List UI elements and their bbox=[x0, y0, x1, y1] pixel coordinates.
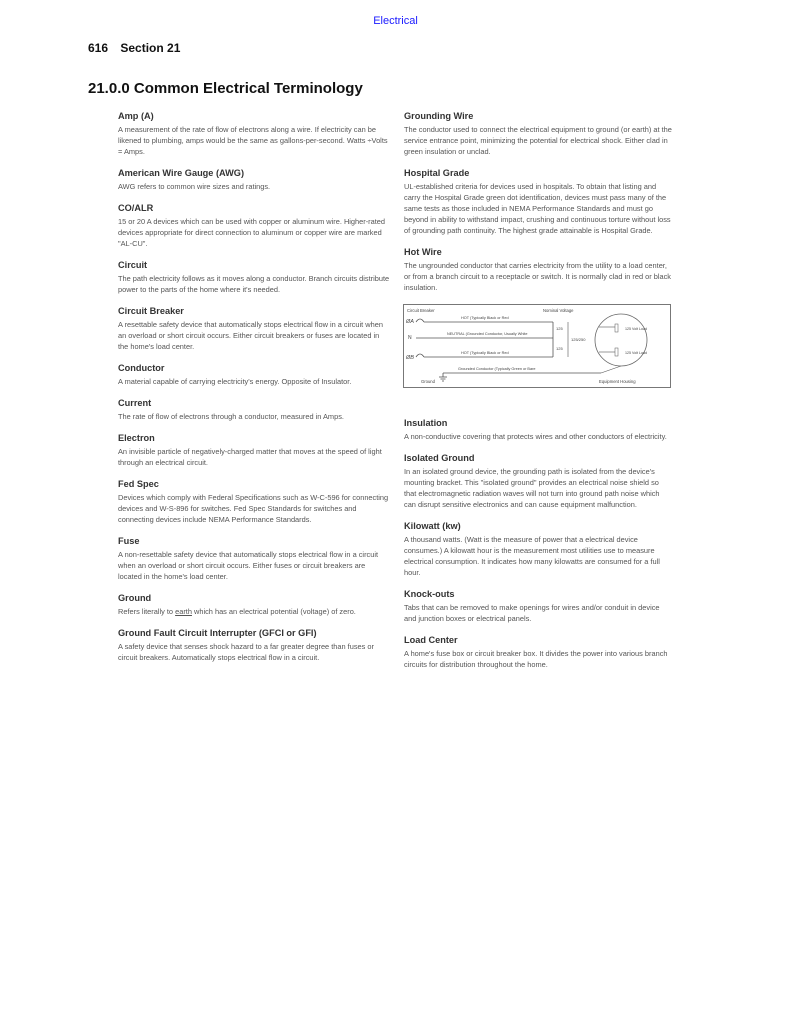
electrical-link[interactable]: Electrical bbox=[373, 15, 418, 27]
term-heading: Conductor bbox=[118, 363, 165, 373]
term-heading: Hospital Grade bbox=[404, 168, 470, 178]
term-heading: Electron bbox=[118, 433, 155, 443]
hot-wire-label-top: HOT (Typically Black or Red bbox=[461, 316, 509, 320]
section-label: Section 21 bbox=[120, 41, 181, 55]
term-entry bbox=[118, 306, 390, 352]
equipment-housing-label: Equipment Housing bbox=[599, 379, 636, 384]
term-definition: A measurement of the rate of flow of electrons along a wire. If electricity can be likened to plumbing, amps would be the same as gallons-per-second. Watts ÷Volts = Amps. bbox=[118, 125, 388, 156]
term-heading: Fuse bbox=[118, 536, 140, 546]
term-definition: The path electricity follows as it moves along a conductor. Branch circuits distribute power to the parts of the home where it's needed. bbox=[118, 274, 390, 294]
phase-a-label: ØA bbox=[406, 319, 414, 325]
wiring-diagram bbox=[403, 304, 671, 388]
term-heading: Hot Wire bbox=[404, 247, 442, 257]
term-definition: 15 or 20 A devices which can be used with copper or aluminum wire. Higher-rated devices appropriate for direct connection to aluminum or copper wire are marked "AL-CU". bbox=[118, 217, 386, 248]
left-column bbox=[118, 111, 390, 674]
term-entry bbox=[118, 363, 390, 387]
voltage-125-top: 125 bbox=[556, 326, 563, 331]
term-entry bbox=[118, 203, 390, 249]
term-entry bbox=[404, 418, 672, 442]
term-entry bbox=[404, 521, 672, 578]
load-label-bottom: 125 Volt Load bbox=[625, 351, 647, 355]
term-entry bbox=[404, 168, 672, 236]
voltage-125-bottom: 125 bbox=[556, 346, 563, 351]
ground-label: Ground bbox=[421, 379, 435, 384]
term-entry bbox=[404, 635, 672, 670]
term-definition: An invisible particle of negatively-charged matter that moves at the speed of light through an electrical circuit. bbox=[118, 447, 382, 467]
hot-wire-label-bottom: HOT (Typically Black or Red bbox=[461, 351, 509, 355]
term-heading: Grounding Wire bbox=[404, 111, 474, 121]
term-heading: CO/ALR bbox=[118, 203, 154, 213]
term-definition: A non-conductive covering that protects wires and other conductors of electricity. bbox=[404, 432, 667, 441]
page-number: 616 bbox=[88, 41, 109, 55]
term-entry bbox=[118, 536, 390, 582]
term-heading: Fed Spec bbox=[118, 479, 159, 489]
term-entry bbox=[118, 111, 390, 157]
definition-text: Refers literally to bbox=[118, 607, 176, 616]
term-heading: Ground bbox=[118, 593, 152, 603]
term-entry bbox=[404, 453, 672, 510]
term-entry bbox=[404, 111, 672, 157]
term-definition: Devices which comply with Federal Specifications such as W-C-596 for connecting devices and W-S-896 for switches. Fed Spec Standards for switches and connecting devices include NEMA Performance Standards. bbox=[118, 493, 389, 524]
term-definition: UL-established criteria for devices used in hospitals. To obtain that listing and carry the Hospital Grade green dot identification, devices must pass many of the same tests as those included in NEMA Performance Standards and must go beyond in ability to withstand impact, crushing and continuous torture without loss of grounding path continuity. The highest grade attainable is Hospital Grade. bbox=[404, 182, 671, 235]
term-heading: Circuit bbox=[118, 260, 148, 270]
neutral-n-label: N bbox=[408, 335, 412, 341]
earth-link[interactable]: earth bbox=[175, 607, 192, 616]
term-entry bbox=[118, 628, 390, 663]
ground-wire-label: Grounded Conductor (Typically Green or Bare bbox=[458, 367, 536, 371]
term-definition: A thousand watts. (Watt is the measure of power that a electrical device consumes.) A kilowatt hour is the measurement most utilities use to measure electrical consumption. It indicates how many kilowatts are consumed for a full hour. bbox=[404, 535, 660, 577]
neutral-wire-label: NEUTRAL (Grounded Conductor, Usually White bbox=[447, 332, 528, 336]
term-heading: American Wire Gauge (AWG) bbox=[118, 168, 245, 178]
term-heading: Insulation bbox=[404, 418, 448, 428]
phase-b-label: ØB bbox=[406, 355, 414, 361]
nominal-voltage-label: Nominal Voltage bbox=[543, 308, 574, 313]
term-entry bbox=[118, 593, 390, 617]
term-definition: In an isolated ground device, the grounding path is isolated from the device's mounting bracket. This "isolated ground" provides an electrical noise shield so that electromagnetic radiation waves will not turn into ground path noise which can disrupt sensitive electronics and can cause equipment malfunction. bbox=[404, 467, 660, 509]
term-definition: The ungrounded conductor that carries electricity from the utility to a load center, or from a branch circuit to a receptacle or switch. It is normally clad in red or black insulation. bbox=[404, 261, 671, 292]
term-entry bbox=[118, 168, 390, 192]
page-header bbox=[88, 41, 180, 55]
term-heading: Circuit Breaker bbox=[118, 306, 184, 316]
term-definition: AWG refers to common wire sizes and ratings. bbox=[118, 182, 271, 191]
voltage-125-250: 125/250 bbox=[571, 337, 586, 342]
page-title: 21.0.0 Common Electrical Terminology bbox=[88, 80, 363, 97]
term-entry bbox=[118, 433, 390, 468]
term-entry bbox=[118, 260, 390, 295]
term-definition: A safety device that senses shock hazard to a far greater degree than fuses or circuit breakers. Automatically stops electrical flow in a circuit. bbox=[118, 642, 374, 662]
right-column bbox=[404, 111, 672, 681]
term-heading: Knock-outs bbox=[404, 589, 455, 599]
term-heading: Load Center bbox=[404, 635, 458, 645]
term-entry bbox=[404, 247, 672, 293]
term-heading: Current bbox=[118, 398, 152, 408]
term-definition: Tabs that can be removed to make openings for wires and/or conduit in device and junction boxes or electrical panels. bbox=[404, 603, 660, 623]
term-entry bbox=[118, 479, 390, 525]
term-heading: Kilowatt (kw) bbox=[404, 521, 461, 531]
term-definition: A non-resettable safety device that automatically stops electrical flow in a circuit when an overload or short circuit occurs. Either fuses or circuit breakers are located in the home's load center. bbox=[118, 550, 379, 581]
term-entry bbox=[404, 589, 672, 624]
term-definition: The conductor used to connect the electrical equipment to ground (or earth) at the service entrance point, minimizing the potential for electrical shock. Either clad in green insulation or unclad. bbox=[404, 125, 672, 156]
term-definition: A resettable safety device that automatically stops electrical flow in a circuit when an overload or short circuit occurs. Either circuit breakers or fuses are located in the home's load center. bbox=[118, 320, 383, 351]
circuit-breaker-label: Circuit Breaker bbox=[407, 308, 435, 313]
term-definition bbox=[118, 606, 390, 617]
term-heading: Ground Fault Circuit Interrupter (GFCI or GFI) bbox=[118, 628, 317, 638]
definition-text: which has an electrical potential (voltage) of zero. bbox=[191, 607, 356, 616]
term-definition: The rate of flow of electrons through a conductor, measured in Amps. bbox=[118, 412, 344, 421]
term-heading: Amp (A) bbox=[118, 111, 154, 121]
term-heading: Isolated Ground bbox=[404, 453, 475, 463]
term-definition: A home's fuse box or circuit breaker box. It divides the power into various branch circuits for distribution throughout the home. bbox=[404, 649, 668, 669]
term-definition: A material capable of carrying electricity's energy. Opposite of Insulator. bbox=[118, 377, 352, 386]
term-entry bbox=[118, 398, 390, 422]
load-label-top: 125 Volt Load bbox=[625, 327, 647, 331]
